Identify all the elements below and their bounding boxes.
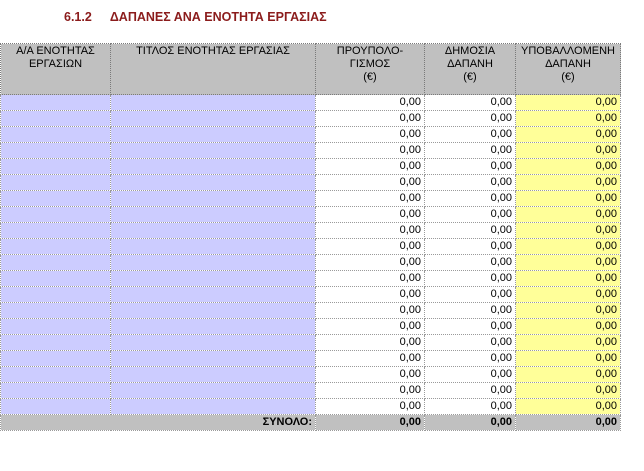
work-unit-title-cell[interactable]	[111, 399, 316, 415]
budget-cell[interactable]: 0,00	[316, 351, 425, 367]
submitted-expense-cell: 0,00	[516, 271, 621, 287]
total-public-expense: 0,00	[425, 415, 516, 431]
table-row	[1, 111, 621, 127]
work-unit-title-cell[interactable]	[111, 287, 316, 303]
table-row	[1, 335, 621, 351]
public-expense-cell[interactable]: 0,00	[425, 111, 516, 127]
work-unit-number-cell[interactable]	[1, 127, 111, 143]
public-expense-cell[interactable]: 0,00	[425, 399, 516, 415]
work-unit-title-cell[interactable]	[111, 303, 316, 319]
work-unit-title-cell[interactable]	[111, 143, 316, 159]
header-work-unit-title: ΤΙΤΛΟΣ ΕΝΟΤΗΤΑΣ ΕΡΓΑΣΙΑΣ	[111, 44, 316, 95]
submitted-expense-cell: 0,00	[516, 255, 621, 271]
budget-cell[interactable]: 0,00	[316, 207, 425, 223]
work-unit-number-cell[interactable]	[1, 175, 111, 191]
budget-cell[interactable]: 0,00	[316, 223, 425, 239]
public-expense-cell[interactable]: 0,00	[425, 159, 516, 175]
work-unit-number-cell[interactable]	[1, 351, 111, 367]
submitted-expense-cell: 0,00	[516, 207, 621, 223]
table-row	[1, 207, 621, 223]
public-expense-cell[interactable]: 0,00	[425, 175, 516, 191]
submitted-expense-cell: 0,00	[516, 239, 621, 255]
budget-cell[interactable]: 0,00	[316, 239, 425, 255]
public-expense-cell[interactable]: 0,00	[425, 191, 516, 207]
work-unit-title-cell[interactable]	[111, 367, 316, 383]
total-row	[1, 415, 621, 431]
section-title: ΔΑΠΑΝΕΣ ΑΝΑ ΕΝΟΤΗΤΑ ΕΡΓΑΣΙΑΣ	[109, 10, 327, 24]
work-unit-title-cell[interactable]	[111, 271, 316, 287]
work-unit-number-cell[interactable]	[1, 399, 111, 415]
work-unit-title-cell[interactable]	[111, 207, 316, 223]
public-expense-cell[interactable]: 0,00	[425, 351, 516, 367]
budget-cell[interactable]: 0,00	[316, 367, 425, 383]
work-unit-number-cell[interactable]	[1, 255, 111, 271]
table-row	[1, 175, 621, 191]
table-row	[1, 399, 621, 415]
table-row	[1, 271, 621, 287]
work-unit-title-cell[interactable]	[111, 175, 316, 191]
work-unit-number-cell[interactable]	[1, 303, 111, 319]
work-unit-title-cell[interactable]	[111, 191, 316, 207]
public-expense-cell[interactable]: 0,00	[425, 239, 516, 255]
work-unit-title-cell[interactable]	[111, 159, 316, 175]
public-expense-cell[interactable]: 0,00	[425, 319, 516, 335]
table-row	[1, 351, 621, 367]
work-unit-title-cell[interactable]	[111, 239, 316, 255]
work-unit-number-cell[interactable]	[1, 159, 111, 175]
submitted-expense-cell: 0,00	[516, 159, 621, 175]
work-unit-title-cell[interactable]	[111, 223, 316, 239]
section-number: 6.1.2	[64, 10, 92, 24]
public-expense-cell[interactable]: 0,00	[425, 223, 516, 239]
work-unit-number-cell[interactable]	[1, 207, 111, 223]
header-work-unit-number: Α/Α ΕΝΟΤΗΤΑΣ ΕΡΓΑΣΙΩΝ	[1, 44, 111, 95]
table-row	[1, 287, 621, 303]
budget-cell[interactable]: 0,00	[316, 303, 425, 319]
total-label: ΣΥΝΟΛΟ:	[1, 415, 316, 431]
work-unit-number-cell[interactable]	[1, 287, 111, 303]
public-expense-cell[interactable]: 0,00	[425, 287, 516, 303]
header-public-expense: ΔΗΜΟΣΙΑ ΔΑΠΑΝΗ (€)	[425, 44, 516, 95]
public-expense-cell[interactable]: 0,00	[425, 367, 516, 383]
submitted-expense-cell: 0,00	[516, 111, 621, 127]
submitted-expense-cell: 0,00	[516, 319, 621, 335]
table-row	[1, 383, 621, 399]
expenses-table	[0, 43, 621, 431]
work-unit-title-cell[interactable]	[111, 319, 316, 335]
public-expense-cell[interactable]: 0,00	[425, 127, 516, 143]
public-expense-cell[interactable]: 0,00	[425, 335, 516, 351]
header-budget: ΠΡΟΥΠΟΛΟ- ΓΙΣΜΟΣ (€)	[316, 44, 425, 95]
header-submitted-expense: ΥΠΟΒΑΛΛΟΜΕΝΗ ΔΑΠΑΝΗ (€)	[516, 44, 621, 95]
public-expense-cell[interactable]: 0,00	[425, 383, 516, 399]
submitted-expense-cell: 0,00	[516, 399, 621, 415]
budget-cell[interactable]: 0,00	[316, 95, 425, 111]
table-row	[1, 239, 621, 255]
total-budget: 0,00	[316, 415, 425, 431]
submitted-expense-cell: 0,00	[516, 95, 621, 111]
work-unit-title-cell[interactable]	[111, 383, 316, 399]
work-unit-title-cell[interactable]	[111, 95, 316, 111]
work-unit-number-cell[interactable]	[1, 143, 111, 159]
table-row	[1, 159, 621, 175]
table-row	[1, 95, 621, 111]
work-unit-number-cell[interactable]	[1, 271, 111, 287]
work-unit-number-cell[interactable]	[1, 335, 111, 351]
budget-cell[interactable]: 0,00	[316, 127, 425, 143]
work-unit-number-cell[interactable]	[1, 223, 111, 239]
work-unit-number-cell[interactable]	[1, 191, 111, 207]
submitted-expense-cell: 0,00	[516, 351, 621, 367]
table-row	[1, 255, 621, 271]
public-expense-cell[interactable]: 0,00	[425, 95, 516, 111]
submitted-expense-cell: 0,00	[516, 143, 621, 159]
public-expense-cell[interactable]: 0,00	[425, 271, 516, 287]
budget-cell[interactable]: 0,00	[316, 335, 425, 351]
work-unit-number-cell[interactable]	[1, 111, 111, 127]
section-heading	[64, 10, 327, 28]
public-expense-cell[interactable]: 0,00	[425, 303, 516, 319]
submitted-expense-cell: 0,00	[516, 191, 621, 207]
table-row	[1, 319, 621, 335]
budget-cell[interactable]: 0,00	[316, 111, 425, 127]
public-expense-cell[interactable]: 0,00	[425, 143, 516, 159]
table-row	[1, 143, 621, 159]
work-unit-title-cell[interactable]	[111, 351, 316, 367]
work-unit-title-cell[interactable]	[111, 111, 316, 127]
submitted-expense-cell: 0,00	[516, 127, 621, 143]
submitted-expense-cell: 0,00	[516, 175, 621, 191]
table-row	[1, 303, 621, 319]
work-unit-title-cell[interactable]	[111, 255, 316, 271]
submitted-expense-cell: 0,00	[516, 303, 621, 319]
submitted-expense-cell: 0,00	[516, 287, 621, 303]
submitted-expense-cell: 0,00	[516, 367, 621, 383]
budget-cell[interactable]: 0,00	[316, 255, 425, 271]
budget-cell[interactable]: 0,00	[316, 319, 425, 335]
budget-cell[interactable]: 0,00	[316, 175, 425, 191]
table-row	[1, 127, 621, 143]
work-unit-number-cell[interactable]	[1, 319, 111, 335]
budget-cell[interactable]: 0,00	[316, 159, 425, 175]
work-unit-number-cell[interactable]	[1, 95, 111, 111]
submitted-expense-cell: 0,00	[516, 335, 621, 351]
work-unit-number-cell[interactable]	[1, 239, 111, 255]
budget-cell[interactable]: 0,00	[316, 383, 425, 399]
work-unit-title-cell[interactable]	[111, 335, 316, 351]
table-row	[1, 191, 621, 207]
submitted-expense-cell: 0,00	[516, 383, 621, 399]
budget-cell[interactable]: 0,00	[316, 287, 425, 303]
work-unit-title-cell[interactable]	[111, 127, 316, 143]
budget-cell[interactable]: 0,00	[316, 191, 425, 207]
budget-cell[interactable]: 0,00	[316, 271, 425, 287]
work-unit-number-cell[interactable]	[1, 383, 111, 399]
total-submitted-expense: 0,00	[516, 415, 621, 431]
table-row	[1, 367, 621, 383]
budget-cell[interactable]: 0,00	[316, 143, 425, 159]
submitted-expense-cell: 0,00	[516, 223, 621, 239]
work-unit-number-cell[interactable]	[1, 367, 111, 383]
public-expense-cell[interactable]: 0,00	[425, 255, 516, 271]
budget-cell[interactable]: 0,00	[316, 399, 425, 415]
table-row	[1, 223, 621, 239]
public-expense-cell[interactable]: 0,00	[425, 207, 516, 223]
